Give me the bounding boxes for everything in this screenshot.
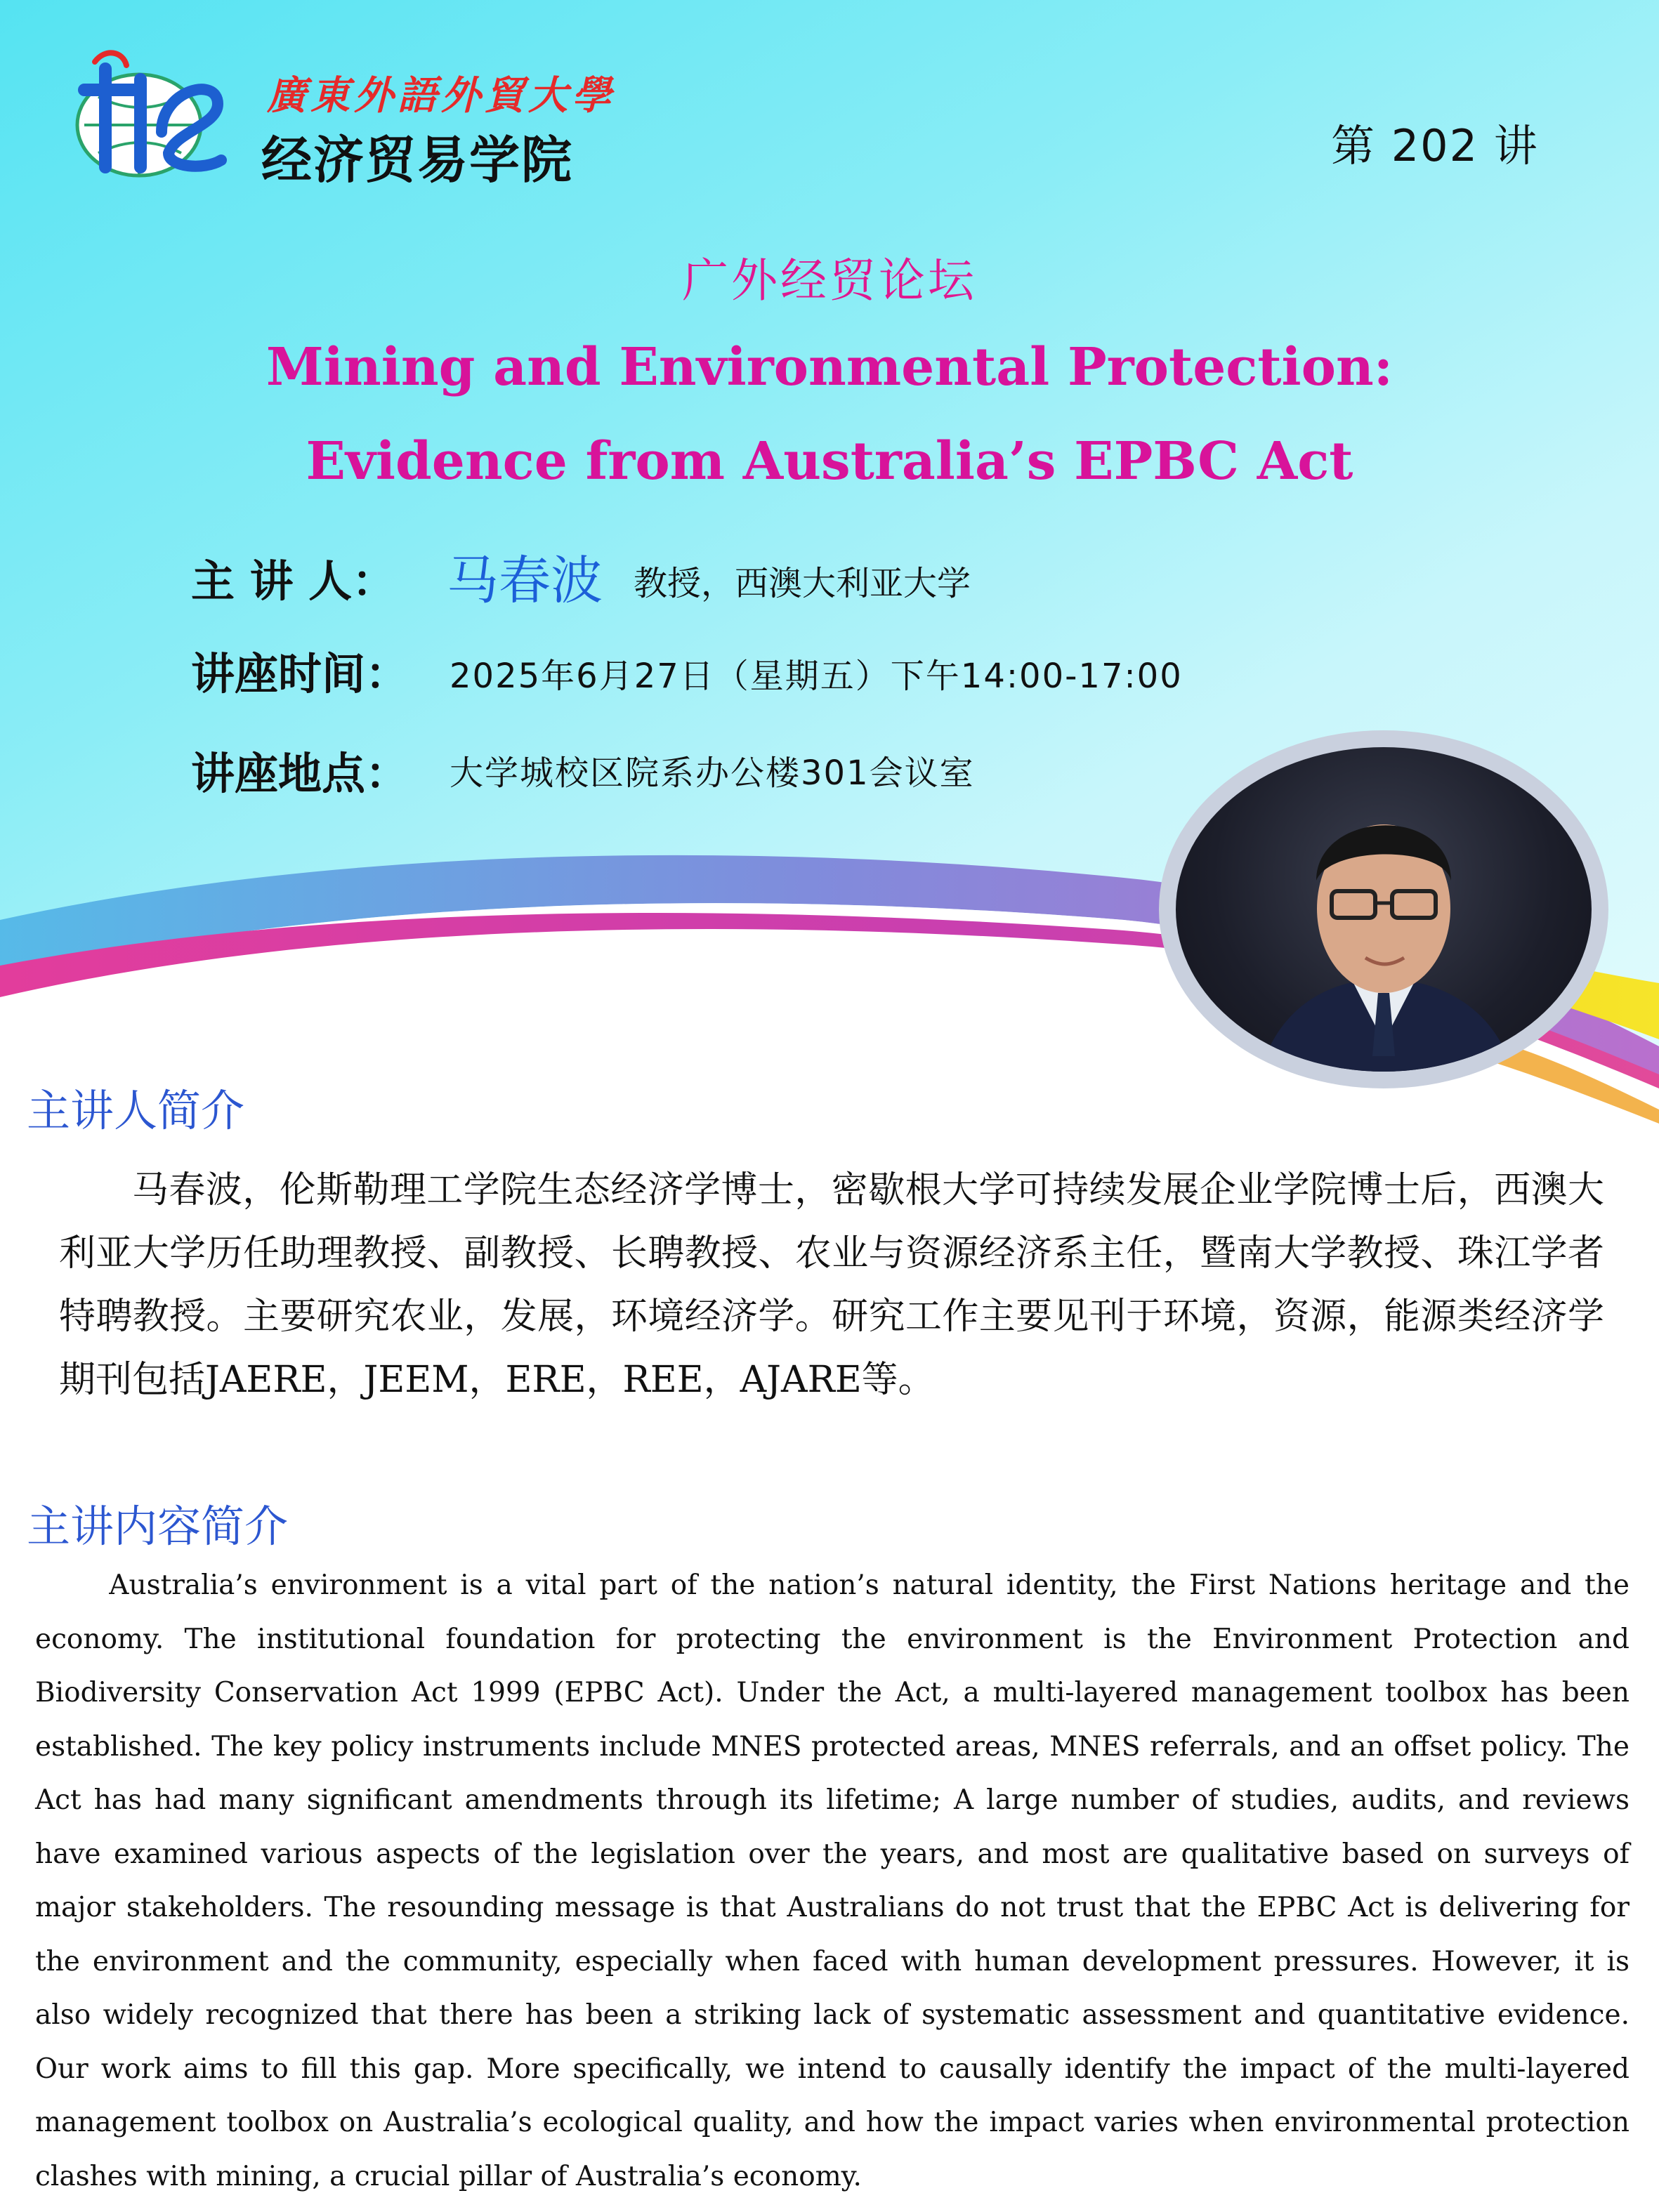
speaker-affiliation: 教授，西澳大利亚大学 [634, 564, 971, 603]
abstract-heading: 主讲内容简介 [27, 1501, 289, 1552]
time-value: 2025年6月27日（星期五）下午14:00-17:00 [450, 657, 1183, 696]
forum-name: 广外经贸论坛 [682, 254, 977, 308]
talk-abstract: Australia’s environment is a vital part of the nation’s natural identity, the First Nations heritage and the economy. The institutional foundation for protecting the environment is the Environment Protection and Biodiversity Conservation Act 1999 (EPBC Act). Under the Act, a multi-layered management toolbox has been established. The key policy instruments include MNES protected areas, MNES referrals, and an offset policy. The Act has had many significant amendments through its lifetime; A large number of studies, audits, and reviews have examined various aspects of the legislation over the years, and most are qualitative based on surveys of major stakeholders. The resounding message is that Australians do not trust that the EPBC Act is delivering for the environment and the community, especially when faced with human development pressures. However, it is also widely recognized that there has been a striking lack of systematic assessment and quantitative evidence. Our work aims to fill this gap. More specifically, we intend to causally identify the impact of the multi-layered management toolbox on Australia’s ecological quality, and how the impact varies when environmental protection clashes with mining, a crucial pillar of Australia’s economy. [35, 1569, 1630, 2192]
speaker-label: 主 讲 人： [191, 555, 396, 607]
venue-label: 讲座地点： [191, 748, 409, 799]
talk-title-line-2: Evidence from Australia’s EPBC Act [306, 431, 1353, 492]
lecture-number: 第 202 讲 [1331, 120, 1539, 171]
university-globe-logo [56, 48, 232, 181]
speaker-name: 马春波 [447, 551, 603, 611]
speaker-portrait [1159, 730, 1608, 1088]
talk-title-line-1: Mining and Environmental Protection: [265, 337, 1394, 397]
university-name-calligraphy: 廣東外語外貿大學 [267, 72, 615, 119]
time-label: 讲座时间： [191, 648, 409, 699]
college-name: 经济贸易学院 [261, 131, 574, 190]
bio-heading: 主讲人简介 [27, 1085, 245, 1136]
venue-value: 大学城校区院系办公楼301会议室 [450, 753, 975, 793]
portrait-figure [1176, 747, 1592, 1072]
speaker-bio: 马春波，伦斯勒理工学院生态经济学博士，密歇根大学可持续发展企业学院博士后，西澳大利亚大学历任助理教授、副教授、长聘教授、农业与资源经济系主任，暨南大学教授、珠江学者特聘教授。主要研究农业，发展，环境经济学。研究工作主要见刊于环境，资源，能源类经济学期刊包括JAERE，JEEM，ERE，REE，AJARE等。 [59, 1169, 1604, 1401]
